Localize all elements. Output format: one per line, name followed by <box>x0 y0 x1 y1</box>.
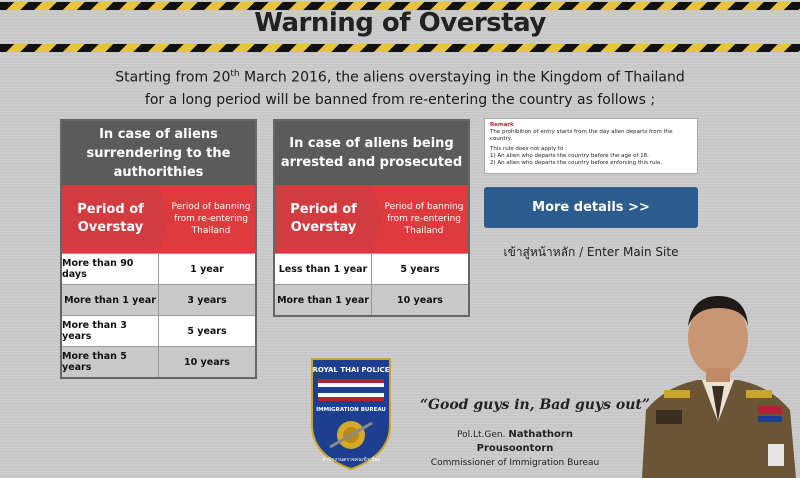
svg-text:สำนักงานตรวจคนเข้าเมือง: สำนักงานตรวจคนเข้าเมือง <box>322 457 380 463</box>
overstay-period-header: Period of Overstay <box>275 185 372 253</box>
surrender-table-heading: In case of aliens surrendering to the authorithies <box>62 121 255 185</box>
signature-name: Pol.Lt.Gen. Nathathorn Prousoontorn <box>457 429 573 454</box>
arrested-table <box>273 119 470 317</box>
table-row: More than 3 years 5 years <box>62 315 255 346</box>
surrender-table-subheader <box>62 185 255 253</box>
remark-heading: Remark <box>490 122 514 128</box>
signature-position: Commissioner of Immigration Bureau <box>430 458 600 468</box>
table-row: More than 1 year 3 years <box>62 284 255 315</box>
svg-text:IMMIGRATION BUREAU: IMMIGRATION BUREAU <box>316 407 386 413</box>
ban-period-header: Period of banning from re-entering Thailand <box>372 185 468 253</box>
intro-line-2: for a long period will be banned from re-entering the country as follows ; <box>144 91 656 108</box>
remark-line: This rule does not apply to : <box>490 146 568 152</box>
intro-text <box>60 63 740 111</box>
table-row: More than 1 year 10 years <box>275 284 468 315</box>
remark-item: 2) An alien who departs the country before enforcing this rule. <box>490 160 663 166</box>
svg-text:ROYAL THAI POLICE: ROYAL THAI POLICE <box>312 366 390 374</box>
table-row: More than 90 days 1 year <box>62 253 255 284</box>
arrested-table-heading: In case of aliens being arrested and prosecuted <box>275 121 468 185</box>
signature <box>420 428 610 470</box>
overstay-period-header: Period of Overstay <box>62 185 159 253</box>
arrested-table-subheader <box>275 185 468 253</box>
ban-period-header: Period of banning from re-entering Thailand <box>159 185 255 253</box>
enter-main-site-link[interactable]: เข้าสู่หน้าหลัก / Enter Main Site <box>503 245 679 259</box>
immigration-bureau-badge-icon <box>308 355 394 471</box>
commissioner-portrait <box>636 282 800 478</box>
hazard-stripe-bottom <box>0 44 800 52</box>
remark-item: 1) An alien who departs the country before the age of 18. <box>490 153 649 159</box>
page-title: Warning of Overstay <box>254 8 546 38</box>
table-row: More than 5 years 10 years <box>62 346 255 377</box>
table-row: Less than 1 year 5 years <box>275 253 468 284</box>
intro-line-1: Starting from 20th March 2016, the aliens overstaying in the Kingdom of Thailand <box>115 69 685 86</box>
motto-quote: “Good guys in, Bad guys out” <box>420 397 650 413</box>
surrender-table <box>60 119 257 379</box>
remark-line: The prohibition of entry starts from the day alien departs from the country. <box>490 129 673 142</box>
more-details-button[interactable]: More details >> <box>484 187 698 228</box>
remark-box <box>484 118 698 174</box>
